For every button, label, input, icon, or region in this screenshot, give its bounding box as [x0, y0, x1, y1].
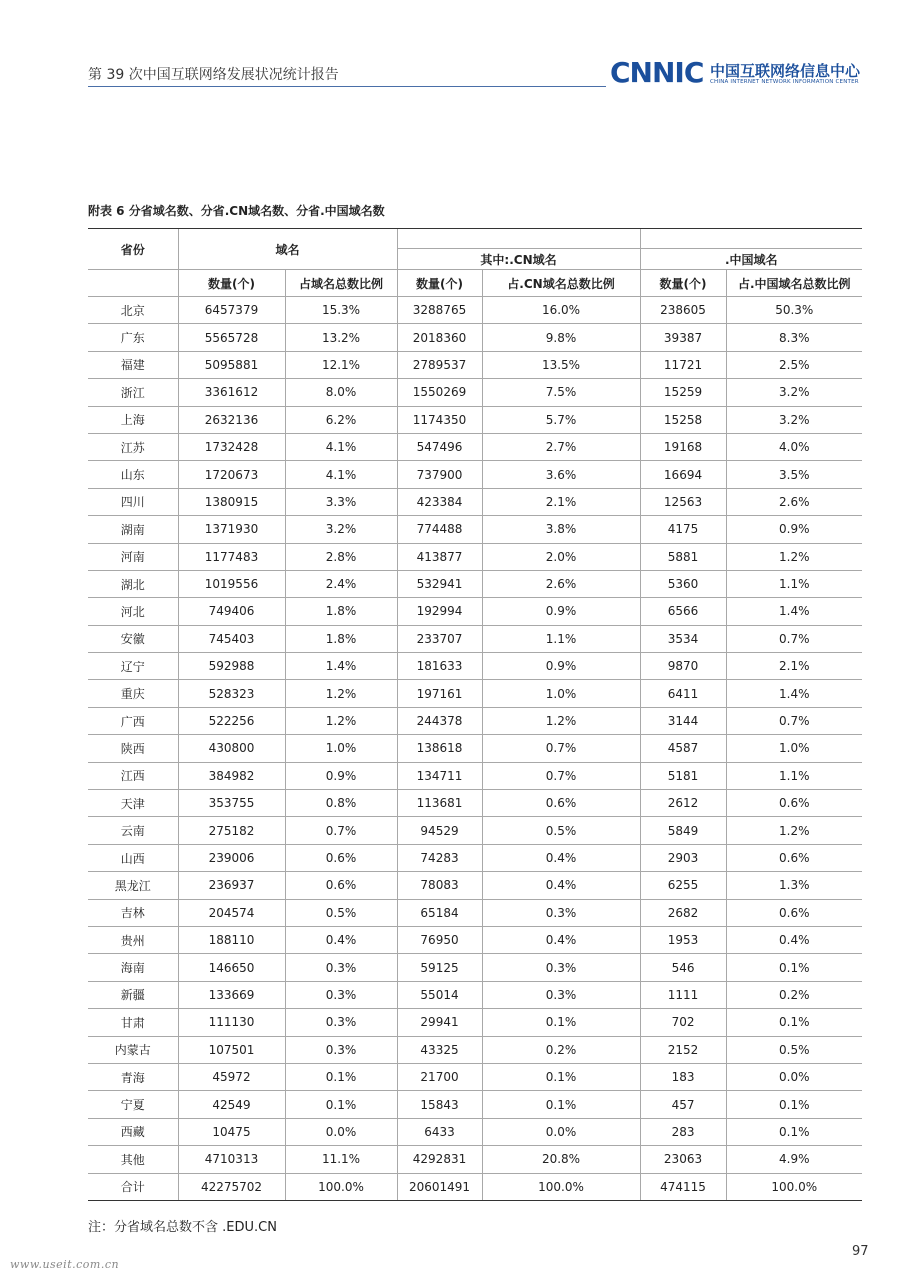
cell-zhongguo-count: 23063 [640, 1146, 726, 1173]
cell-cn-count: 192994 [397, 598, 482, 625]
cell-domain-share: 0.7% [285, 817, 397, 844]
cell-cn-share: 0.7% [482, 762, 640, 789]
cell-domain-count: 5565728 [178, 324, 285, 351]
cell-zhongguo-share: 50.3% [726, 297, 862, 324]
cell-zhongguo-count: 11721 [640, 351, 726, 378]
cell-cn-count: 774488 [397, 516, 482, 543]
table-row [88, 1063, 862, 1090]
cell-zhongguo-share: 0.1% [726, 954, 862, 981]
cell-province: 山西 [88, 844, 178, 871]
cell-cn-count: 74283 [397, 844, 482, 871]
table-row [88, 1173, 862, 1200]
cell-cn-share: 20.8% [482, 1146, 640, 1173]
cell-province: 海南 [88, 954, 178, 981]
cell-zhongguo-share: 3.5% [726, 461, 862, 488]
cell-zhongguo-count: 3534 [640, 625, 726, 652]
cell-cn-count: 737900 [397, 461, 482, 488]
cell-cn-count: 3288765 [397, 297, 482, 324]
cell-domain-share: 0.3% [285, 954, 397, 981]
cell-province: 江西 [88, 762, 178, 789]
cell-zhongguo-share: 0.7% [726, 707, 862, 734]
header-zhongguo-share: 占.中国域名总数比例 [726, 270, 862, 297]
cell-domain-count: 133669 [178, 981, 285, 1008]
table-row [88, 516, 862, 543]
cell-zhongguo-share: 0.1% [726, 1091, 862, 1118]
cell-zhongguo-share: 0.4% [726, 926, 862, 953]
cell-domain-share: 8.0% [285, 379, 397, 406]
cell-cn-share: 0.1% [482, 1091, 640, 1118]
cell-domain-count: 10475 [178, 1118, 285, 1145]
cell-cn-share: 2.0% [482, 543, 640, 570]
cell-zhongguo-share: 2.6% [726, 488, 862, 515]
cell-domain-share: 1.8% [285, 598, 397, 625]
table-row [88, 488, 862, 515]
cell-zhongguo-count: 2152 [640, 1036, 726, 1063]
cell-domain-share: 1.8% [285, 625, 397, 652]
site-watermark: www.useit.com.cn [10, 1258, 120, 1271]
cell-zhongguo-count: 5181 [640, 762, 726, 789]
table-row [88, 981, 862, 1008]
cell-domain-share: 3.2% [285, 516, 397, 543]
cell-domain-share: 0.1% [285, 1063, 397, 1090]
cell-domain-share: 1.2% [285, 680, 397, 707]
cell-cn-count: 43325 [397, 1036, 482, 1063]
cell-zhongguo-count: 4175 [640, 516, 726, 543]
table-row [88, 461, 862, 488]
cell-cn-count: 1174350 [397, 406, 482, 433]
cell-cn-count: 78083 [397, 872, 482, 899]
cell-domain-share: 12.1% [285, 351, 397, 378]
cell-domain-count: 6457379 [178, 297, 285, 324]
cell-domain-count: 1380915 [178, 488, 285, 515]
cell-zhongguo-share: 4.9% [726, 1146, 862, 1173]
cell-province: 吉林 [88, 899, 178, 926]
cnnic-logo [610, 58, 870, 90]
header-group-zhongguo-spacer [640, 229, 862, 249]
table-row [88, 379, 862, 406]
cell-domain-count: 1019556 [178, 570, 285, 597]
table-row [88, 1091, 862, 1118]
cell-province: 湖北 [88, 570, 178, 597]
cell-zhongguo-count: 702 [640, 1009, 726, 1036]
cell-domain-count: 239006 [178, 844, 285, 871]
cell-domain-count: 4710313 [178, 1146, 285, 1173]
cell-cn-share: 0.6% [482, 790, 640, 817]
cell-zhongguo-count: 15258 [640, 406, 726, 433]
cell-cn-count: 94529 [397, 817, 482, 844]
cell-cn-count: 76950 [397, 926, 482, 953]
cell-zhongguo-share: 2.1% [726, 653, 862, 680]
cell-domain-count: 749406 [178, 598, 285, 625]
cell-domain-count: 111130 [178, 1009, 285, 1036]
cell-province: 陕西 [88, 735, 178, 762]
cell-domain-share: 0.9% [285, 762, 397, 789]
cell-zhongguo-share: 0.7% [726, 625, 862, 652]
header-group-cn-spacer [397, 229, 640, 249]
cell-zhongguo-share: 2.5% [726, 351, 862, 378]
cell-province: 浙江 [88, 379, 178, 406]
cell-province: 合计 [88, 1173, 178, 1200]
table-row [88, 1146, 862, 1173]
cell-cn-count: 20601491 [397, 1173, 482, 1200]
cell-zhongguo-share: 1.3% [726, 872, 862, 899]
cell-domain-share: 4.1% [285, 461, 397, 488]
cell-zhongguo-count: 2612 [640, 790, 726, 817]
table-row [88, 926, 862, 953]
cell-cn-share: 0.3% [482, 981, 640, 1008]
cell-domain-count: 745403 [178, 625, 285, 652]
cell-cn-share: 0.3% [482, 954, 640, 981]
cell-domain-share: 13.2% [285, 324, 397, 351]
cell-domain-share: 1.2% [285, 707, 397, 734]
cell-cn-count: 2018360 [397, 324, 482, 351]
cell-zhongguo-count: 5849 [640, 817, 726, 844]
cell-province: 内蒙古 [88, 1036, 178, 1063]
cell-cn-share: 0.1% [482, 1009, 640, 1036]
cell-zhongguo-count: 16694 [640, 461, 726, 488]
table-row [88, 817, 862, 844]
table-row [88, 297, 862, 324]
header-cn-share: 占.CN域名总数比例 [482, 270, 640, 297]
province-domain-table [88, 228, 862, 1201]
cell-zhongguo-share: 1.4% [726, 680, 862, 707]
cell-cn-count: 138618 [397, 735, 482, 762]
cell-zhongguo-count: 12563 [640, 488, 726, 515]
cell-cn-count: 6433 [397, 1118, 482, 1145]
table-row [88, 707, 862, 734]
cell-cn-count: 4292831 [397, 1146, 482, 1173]
cell-cn-count: 423384 [397, 488, 482, 515]
table-row [88, 1009, 862, 1036]
table-row [88, 680, 862, 707]
cell-cn-count: 15843 [397, 1091, 482, 1118]
cell-cn-share: 2.1% [482, 488, 640, 515]
header-domain-count: 数量(个) [178, 270, 285, 297]
cell-province: 上海 [88, 406, 178, 433]
cell-zhongguo-count: 474115 [640, 1173, 726, 1200]
report-title: 第 39 次中国互联网络发展状况统计报告 [88, 67, 339, 83]
cell-cn-share: 0.4% [482, 844, 640, 871]
cell-zhongguo-share: 0.5% [726, 1036, 862, 1063]
cell-domain-share: 0.8% [285, 790, 397, 817]
cell-province: 北京 [88, 297, 178, 324]
cell-zhongguo-count: 183 [640, 1063, 726, 1090]
cell-cn-share: 0.3% [482, 899, 640, 926]
cell-cn-share: 2.7% [482, 433, 640, 460]
cell-domain-count: 430800 [178, 735, 285, 762]
cell-domain-share: 2.8% [285, 543, 397, 570]
header-province: 省份 [88, 229, 178, 270]
cell-domain-share: 6.2% [285, 406, 397, 433]
cell-domain-share: 2.4% [285, 570, 397, 597]
table-note: 注：分省域名总数不含 .EDU.CN [88, 1220, 277, 1235]
cell-cn-share: 1.2% [482, 707, 640, 734]
cell-zhongguo-count: 39387 [640, 324, 726, 351]
cell-zhongguo-count: 2682 [640, 899, 726, 926]
cell-domain-share: 0.6% [285, 872, 397, 899]
cell-province: 广西 [88, 707, 178, 734]
cell-cn-count: 1550269 [397, 379, 482, 406]
cell-domain-count: 42275702 [178, 1173, 285, 1200]
cell-domain-count: 353755 [178, 790, 285, 817]
cell-cn-share: 0.0% [482, 1118, 640, 1145]
cell-domain-share: 0.6% [285, 844, 397, 871]
cell-zhongguo-count: 283 [640, 1118, 726, 1145]
cell-zhongguo-share: 4.0% [726, 433, 862, 460]
cell-province: 湖南 [88, 516, 178, 543]
cell-domain-count: 2632136 [178, 406, 285, 433]
cell-zhongguo-share: 1.2% [726, 543, 862, 570]
cell-zhongguo-count: 4587 [640, 735, 726, 762]
cell-domain-share: 4.1% [285, 433, 397, 460]
cell-cn-share: 0.2% [482, 1036, 640, 1063]
cell-cn-share: 9.8% [482, 324, 640, 351]
table-row [88, 598, 862, 625]
header-group-cn: 其中:.CN域名 [397, 249, 640, 270]
table-row [88, 433, 862, 460]
cell-province: 安徽 [88, 625, 178, 652]
table-body [88, 297, 862, 1201]
cell-zhongguo-share: 8.3% [726, 324, 862, 351]
cell-province: 重庆 [88, 680, 178, 707]
cell-cn-count: 55014 [397, 981, 482, 1008]
cell-cn-share: 0.7% [482, 735, 640, 762]
cell-cn-share: 16.0% [482, 297, 640, 324]
cell-cn-share: 1.1% [482, 625, 640, 652]
cell-domain-count: 107501 [178, 1036, 285, 1063]
cell-domain-count: 275182 [178, 817, 285, 844]
cell-province: 贵州 [88, 926, 178, 953]
cell-cn-count: 59125 [397, 954, 482, 981]
cell-zhongguo-share: 1.1% [726, 570, 862, 597]
table-row [88, 570, 862, 597]
cell-domain-count: 592988 [178, 653, 285, 680]
cell-domain-share: 0.5% [285, 899, 397, 926]
cell-domain-share: 0.4% [285, 926, 397, 953]
cell-province: 宁夏 [88, 1091, 178, 1118]
header-cn-count: 数量(个) [397, 270, 482, 297]
cell-zhongguo-share: 0.6% [726, 899, 862, 926]
cell-domain-count: 204574 [178, 899, 285, 926]
cell-cn-count: 547496 [397, 433, 482, 460]
cell-zhongguo-share: 0.9% [726, 516, 862, 543]
page-number: 97 [852, 1244, 869, 1259]
cell-cn-count: 113681 [397, 790, 482, 817]
cell-zhongguo-share: 0.1% [726, 1118, 862, 1145]
cell-province: 西藏 [88, 1118, 178, 1145]
cell-zhongguo-count: 5360 [640, 570, 726, 597]
cell-cn-count: 233707 [397, 625, 482, 652]
cell-cn-count: 2789537 [397, 351, 482, 378]
header-divider [88, 86, 606, 87]
cell-zhongguo-share: 0.0% [726, 1063, 862, 1090]
cell-cn-count: 134711 [397, 762, 482, 789]
cell-domain-count: 1177483 [178, 543, 285, 570]
table-row [88, 653, 862, 680]
cell-cn-count: 244378 [397, 707, 482, 734]
cell-domain-share: 0.3% [285, 1009, 397, 1036]
table-row [88, 625, 862, 652]
cell-cn-share: 0.4% [482, 872, 640, 899]
cell-domain-share: 0.0% [285, 1118, 397, 1145]
cell-zhongguo-count: 2903 [640, 844, 726, 871]
cell-cn-share: 100.0% [482, 1173, 640, 1200]
cell-domain-share: 11.1% [285, 1146, 397, 1173]
cell-zhongguo-count: 1111 [640, 981, 726, 1008]
table-row [88, 899, 862, 926]
cell-zhongguo-share: 1.0% [726, 735, 862, 762]
cell-domain-count: 528323 [178, 680, 285, 707]
cell-domain-share: 0.1% [285, 1091, 397, 1118]
cell-zhongguo-count: 546 [640, 954, 726, 981]
cell-zhongguo-share: 1.1% [726, 762, 862, 789]
cell-province: 四川 [88, 488, 178, 515]
cell-cn-share: 0.9% [482, 653, 640, 680]
cell-province: 其他 [88, 1146, 178, 1173]
cell-cn-count: 413877 [397, 543, 482, 570]
table-row [88, 844, 862, 871]
cell-province: 江苏 [88, 433, 178, 460]
table-row [88, 324, 862, 351]
cell-province: 河北 [88, 598, 178, 625]
header-group-zhongguo: .中国域名 [640, 249, 862, 270]
cell-province: 福建 [88, 351, 178, 378]
cell-cn-count: 29941 [397, 1009, 482, 1036]
cell-cn-count: 65184 [397, 899, 482, 926]
cell-zhongguo-count: 1953 [640, 926, 726, 953]
cell-domain-share: 0.3% [285, 1036, 397, 1063]
table-row [88, 1118, 862, 1145]
cell-cn-share: 7.5% [482, 379, 640, 406]
cell-cn-share: 0.9% [482, 598, 640, 625]
cell-cn-count: 532941 [397, 570, 482, 597]
cell-zhongguo-count: 5881 [640, 543, 726, 570]
cell-zhongguo-count: 3144 [640, 707, 726, 734]
cell-zhongguo-count: 457 [640, 1091, 726, 1118]
cell-zhongguo-share: 0.6% [726, 844, 862, 871]
cell-zhongguo-share: 100.0% [726, 1173, 862, 1200]
cell-cn-share: 0.4% [482, 926, 640, 953]
cell-domain-count: 188110 [178, 926, 285, 953]
cell-cn-share: 1.0% [482, 680, 640, 707]
cell-zhongguo-count: 9870 [640, 653, 726, 680]
cell-zhongguo-share: 3.2% [726, 379, 862, 406]
cell-domain-share: 15.3% [285, 297, 397, 324]
header-zhongguo-count: 数量(个) [640, 270, 726, 297]
cell-domain-count: 1371930 [178, 516, 285, 543]
table-row [88, 1036, 862, 1063]
cell-domain-count: 146650 [178, 954, 285, 981]
cell-zhongguo-count: 6411 [640, 680, 726, 707]
cell-zhongguo-share: 1.2% [726, 817, 862, 844]
cnnic-logo-mark: CNNIC [610, 56, 704, 89]
cell-zhongguo-share: 0.2% [726, 981, 862, 1008]
cell-zhongguo-count: 6566 [640, 598, 726, 625]
cell-zhongguo-count: 238605 [640, 297, 726, 324]
cell-domain-share: 0.3% [285, 981, 397, 1008]
cell-province: 云南 [88, 817, 178, 844]
cell-zhongguo-share: 1.4% [726, 598, 862, 625]
table-row [88, 790, 862, 817]
cell-province: 新疆 [88, 981, 178, 1008]
table-row [88, 735, 862, 762]
cell-cn-share: 3.6% [482, 461, 640, 488]
cell-domain-count: 3361612 [178, 379, 285, 406]
cell-domain-share: 3.3% [285, 488, 397, 515]
cell-cn-share: 0.5% [482, 817, 640, 844]
cell-province: 山东 [88, 461, 178, 488]
table-row [88, 762, 862, 789]
cell-domain-share: 1.0% [285, 735, 397, 762]
cell-domain-share: 1.4% [285, 653, 397, 680]
table-header [88, 229, 862, 297]
table-row [88, 351, 862, 378]
cell-domain-share: 100.0% [285, 1173, 397, 1200]
cell-zhongguo-count: 19168 [640, 433, 726, 460]
cell-cn-count: 181633 [397, 653, 482, 680]
cell-cn-share: 3.8% [482, 516, 640, 543]
cell-domain-count: 522256 [178, 707, 285, 734]
cell-zhongguo-share: 0.1% [726, 1009, 862, 1036]
cell-province: 青海 [88, 1063, 178, 1090]
table-caption: 附表 6 分省域名数、分省.CN域名数、分省.中国域名数 [88, 204, 385, 218]
header-blank [88, 270, 178, 297]
cell-zhongguo-share: 3.2% [726, 406, 862, 433]
cnnic-logo-english: CHINA INTERNET NETWORK INFORMATION CENTER [710, 79, 859, 85]
cell-cn-share: 13.5% [482, 351, 640, 378]
table-row [88, 872, 862, 899]
cell-domain-count: 5095881 [178, 351, 285, 378]
cell-cn-share: 2.6% [482, 570, 640, 597]
cell-zhongguo-count: 6255 [640, 872, 726, 899]
cell-province: 辽宁 [88, 653, 178, 680]
cell-domain-count: 45972 [178, 1063, 285, 1090]
table-row [88, 954, 862, 981]
table-row [88, 406, 862, 433]
header-domain-share: 占域名总数比例 [285, 270, 397, 297]
cell-domain-count: 42549 [178, 1091, 285, 1118]
cell-domain-count: 384982 [178, 762, 285, 789]
cell-domain-count: 236937 [178, 872, 285, 899]
cell-province: 甘肃 [88, 1009, 178, 1036]
cell-cn-count: 197161 [397, 680, 482, 707]
cell-cn-share: 5.7% [482, 406, 640, 433]
cell-province: 黑龙江 [88, 872, 178, 899]
cnnic-logo-chinese: 中国互联网络信息中心 [710, 62, 861, 80]
header-group-domain: 域名 [178, 229, 397, 270]
cell-province: 河南 [88, 543, 178, 570]
cell-cn-share: 0.1% [482, 1063, 640, 1090]
cell-cn-count: 21700 [397, 1063, 482, 1090]
cell-zhongguo-count: 15259 [640, 379, 726, 406]
cell-province: 天津 [88, 790, 178, 817]
table-row [88, 543, 862, 570]
cell-domain-count: 1720673 [178, 461, 285, 488]
cell-province: 广东 [88, 324, 178, 351]
cell-domain-count: 1732428 [178, 433, 285, 460]
cell-zhongguo-share: 0.6% [726, 790, 862, 817]
